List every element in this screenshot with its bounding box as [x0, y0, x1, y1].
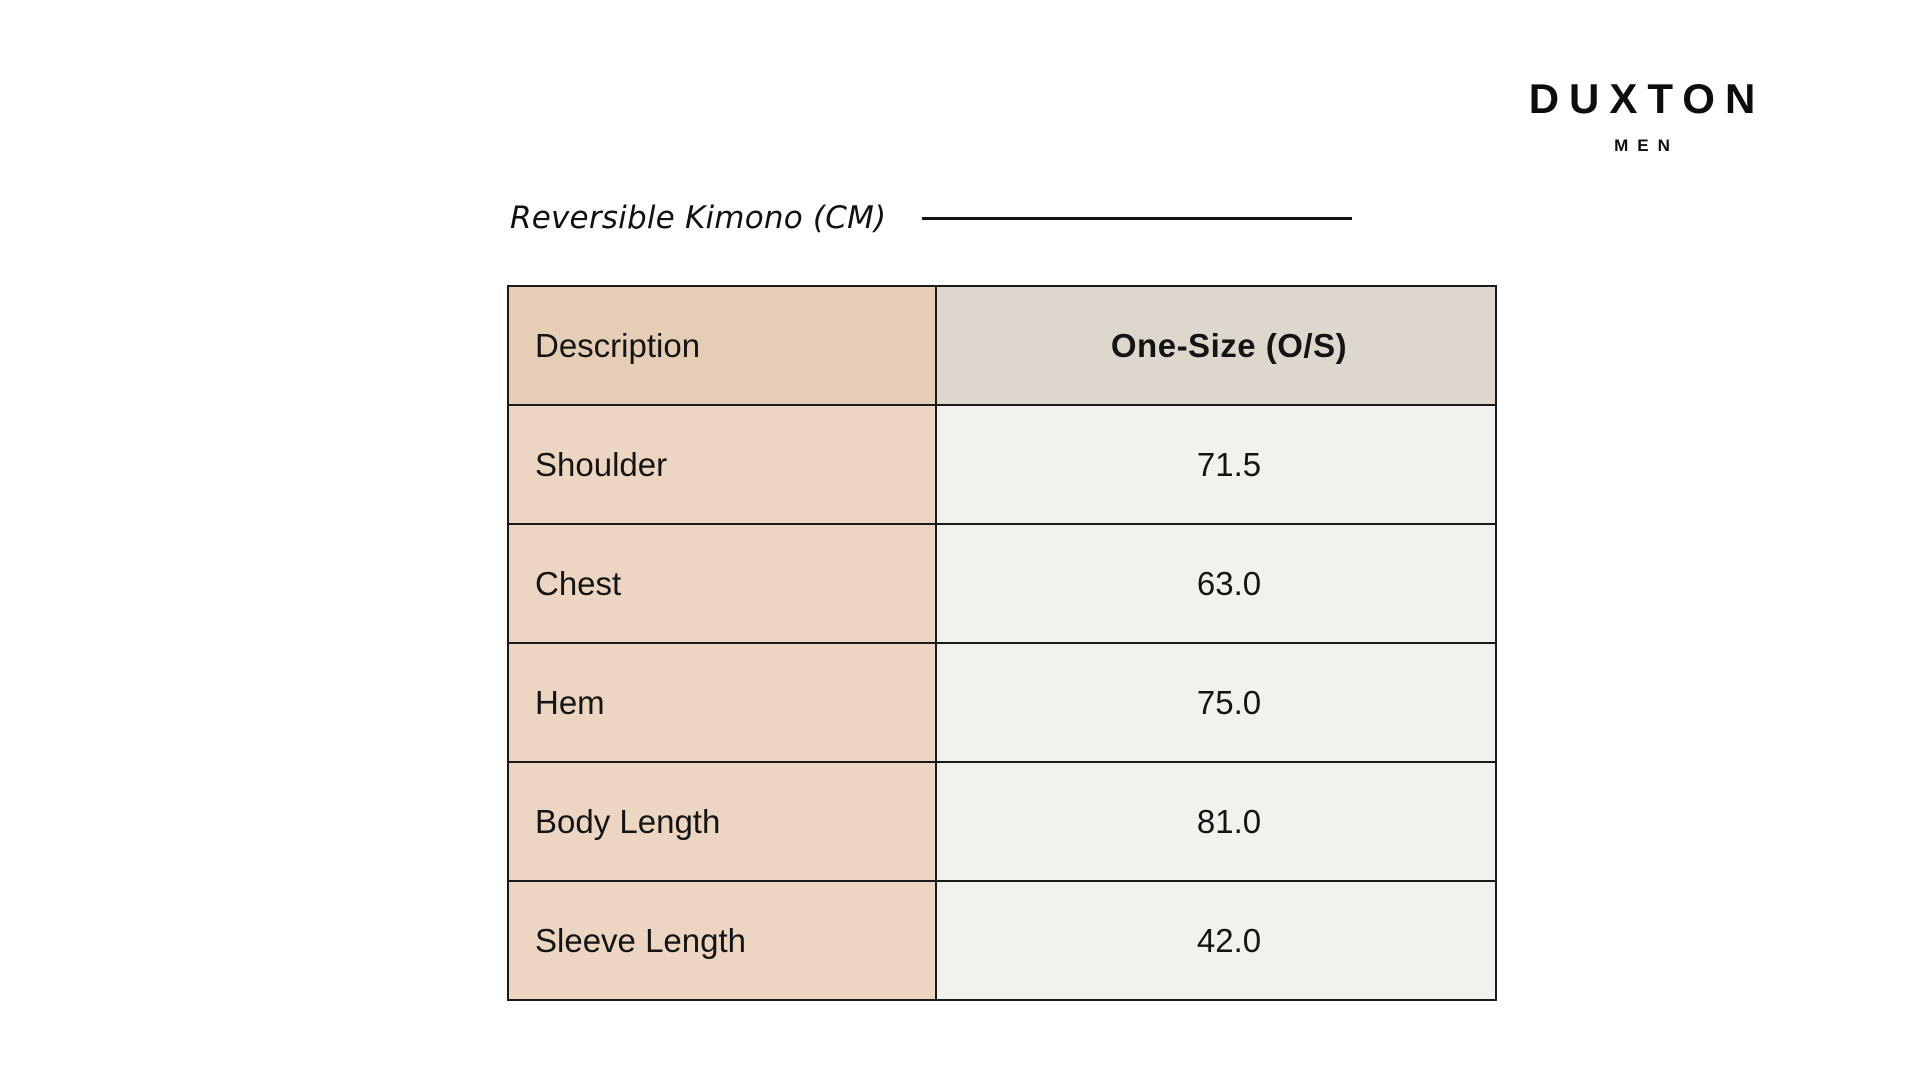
size-chart-table: [507, 285, 1497, 1001]
row-label-chest: Chest: [508, 524, 936, 643]
table-row: [508, 405, 1496, 524]
row-value-body-length: 81.0: [936, 762, 1496, 881]
row-label-shoulder: Shoulder: [508, 405, 936, 524]
row-value-chest: 63.0: [936, 524, 1496, 643]
column-header-one-size: One-Size (O/S): [936, 286, 1496, 405]
row-label-body-length: Body Length: [508, 762, 936, 881]
page-title: Reversible Kimono (CM): [510, 200, 887, 236]
row-label-sleeve-length: Sleeve Length: [508, 881, 936, 1000]
row-value-hem: 75.0: [936, 643, 1496, 762]
brand-subtitle: MEN: [1614, 136, 1679, 155]
brand-name: DUXTON: [1528, 75, 1766, 122]
table-header-row: [508, 286, 1496, 405]
table-row: [508, 643, 1496, 762]
column-header-description: Description: [508, 286, 936, 405]
brand-logo: [1492, 75, 1792, 156]
table-row: [508, 524, 1496, 643]
chart-title-row: [510, 200, 1352, 236]
table-row: [508, 762, 1496, 881]
row-value-shoulder: 71.5: [936, 405, 1496, 524]
row-value-sleeve-length: 42.0: [936, 881, 1496, 1000]
title-divider: [922, 217, 1352, 220]
row-label-hem: Hem: [508, 643, 936, 762]
table-row: [508, 881, 1496, 1000]
